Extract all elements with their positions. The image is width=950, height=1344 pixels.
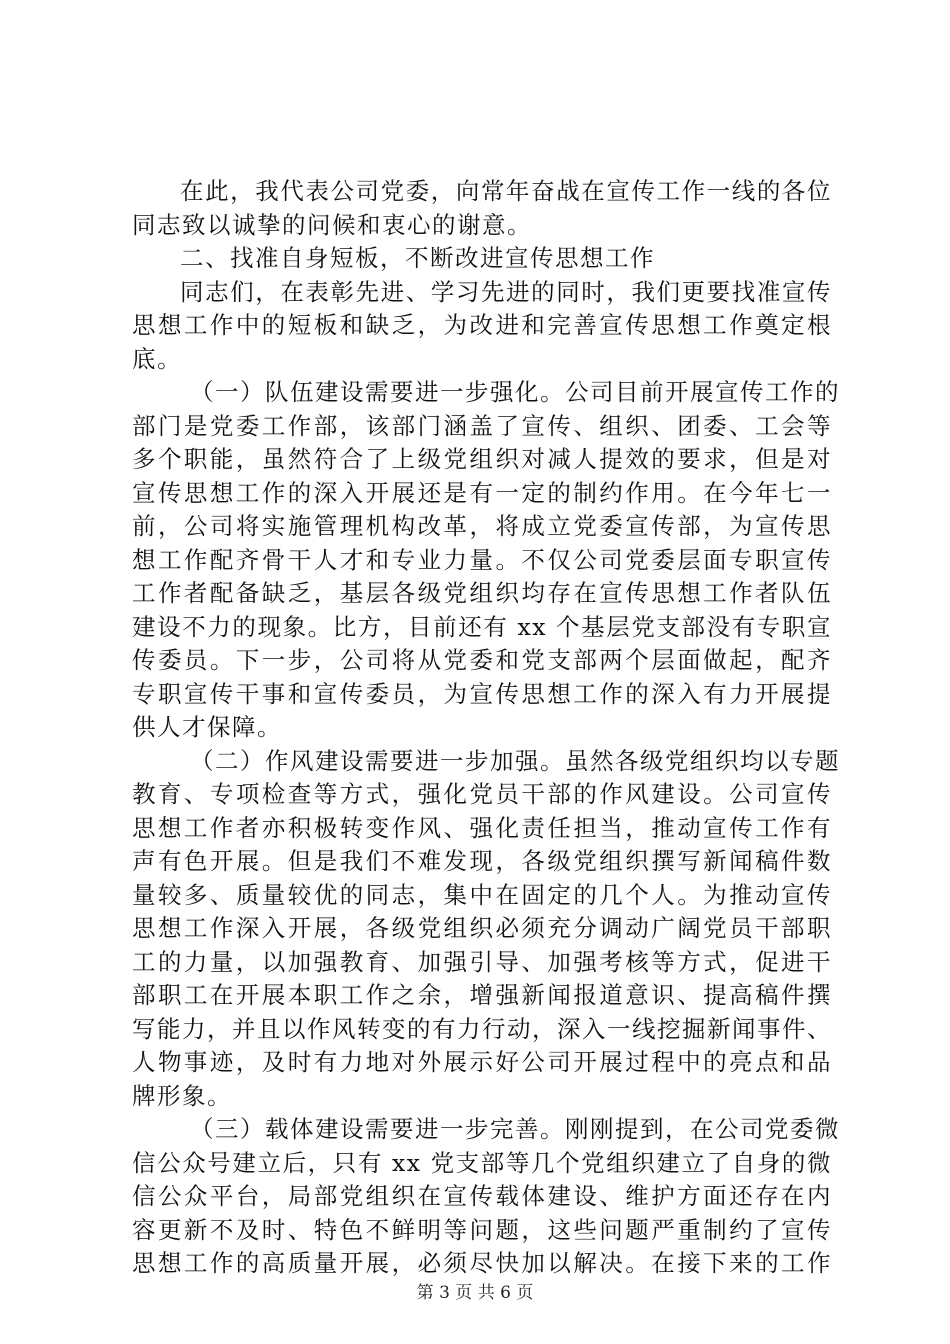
section-heading bbox=[132, 242, 832, 276]
text-line: 容更新不及时、特色不鲜明等问题，这些问题严重制约了宣传 bbox=[132, 1215, 832, 1244]
text-line: （二）作风建设需要进一步加强。虽然各级党组织均以专题 bbox=[190, 746, 840, 775]
text-line: 牌形象。 bbox=[132, 1081, 232, 1110]
text-line: 思想工作的高质量开展，必须尽快加以解决。在接下来的工作 bbox=[132, 1249, 832, 1277]
paragraph-gratitude bbox=[132, 175, 832, 242]
paragraph-work-style bbox=[132, 745, 840, 1114]
text-line: 二、找准自身短板，不断改进宣传思想工作 bbox=[180, 244, 655, 272]
text-line: 前，公司将实施管理机构改革，将成立党委宣传部，为宣传思 bbox=[132, 512, 832, 540]
paragraph-team-building bbox=[132, 376, 840, 745]
text-line: 思想工作者亦积极转变作风、强化责任担当，推动宣传工作有 bbox=[132, 813, 832, 842]
text-line: 供人才保障。 bbox=[132, 713, 282, 741]
text-line: 专职宣传干事和宣传委员，为宣传思想工作的深入有力开展提 bbox=[132, 679, 832, 708]
text-line: 教育、专项检查等方式，强化党员干部的作风建设。公司宣传 bbox=[132, 780, 832, 808]
text-line: 同志们，在表彰先进、学习先进的同时，我们更要找准宣传 bbox=[180, 277, 832, 306]
text-line: 在此，我代表公司党委，向常年奋战在宣传工作一线的各位 bbox=[180, 177, 832, 205]
text-line: 工作者配备缺乏，基层各级党组织均存在宣传思想工作者队伍 bbox=[132, 579, 832, 607]
text-line: 信公众号建立后，只有 xx 党支部等几个党组织建立了自身的微 bbox=[132, 1148, 832, 1177]
paragraph-carrier-building bbox=[132, 1113, 840, 1281]
paragraph-intro bbox=[132, 276, 832, 377]
text-line: 同志致以诚挚的问候和衷心的谢意。 bbox=[132, 210, 532, 239]
text-line: （一）队伍建设需要进一步强化。公司目前开展宣传工作的 bbox=[190, 378, 840, 406]
text-line: 信公众平台，局部党组织在宣传载体建设、维护方面还存在内 bbox=[132, 1182, 832, 1210]
text-line: 写能力，并且以作风转变的有力行动，深入一线挖掘新闻事件、 bbox=[132, 1014, 832, 1043]
text-line: 部门是党委工作部，该部门涵盖了宣传、组织、团委、工会等 bbox=[132, 411, 832, 440]
text-line: 想工作配齐骨干人才和专业力量。不仅公司党委层面专职宣传 bbox=[132, 545, 832, 574]
text-line: 建设不力的现象。比方，目前还有 xx 个基层党支部没有专职宣 bbox=[132, 612, 832, 641]
text-line: 底。 bbox=[132, 344, 182, 373]
text-line: 宣传思想工作的深入开展还是有一定的制约作用。在今年七一 bbox=[132, 478, 832, 507]
text-line: 声有色开展。但是我们不难发现，各级党组织撰写新闻稿件数 bbox=[132, 847, 832, 875]
text-line: 量较多、质量较优的同志，集中在固定的几个人。为推动宣传 bbox=[132, 880, 832, 909]
text-line: 工的力量，以加强教育、加强引导、加强考核等方式，促进干 bbox=[132, 947, 832, 976]
text-line: （三）载体建设需要进一步完善。刚刚提到，在公司党委微 bbox=[190, 1115, 840, 1143]
text-line: 传委员。下一步，公司将从党委和党支部两个层面做起，配齐 bbox=[132, 646, 832, 674]
text-line: 思想工作中的短板和缺乏，为改进和完善宣传思想工作奠定根 bbox=[132, 311, 832, 339]
text-line: 部职工在开展本职工作之余，增强新闻报道意识、提高稿件撰 bbox=[132, 981, 832, 1009]
document-body bbox=[132, 175, 840, 1281]
text-line: 多个职能，虽然符合了上级党组织对减人提效的要求，但是对 bbox=[132, 445, 832, 473]
page-number-footer: 第 3 页 共 6 页 bbox=[416, 1283, 534, 1303]
text-line: 思想工作深入开展，各级党组织必须充分调动广阔党员干部职 bbox=[132, 914, 832, 942]
text-line: 人物事迹，及时有力地对外展示好公司开展过程中的亮点和品 bbox=[132, 1048, 832, 1076]
